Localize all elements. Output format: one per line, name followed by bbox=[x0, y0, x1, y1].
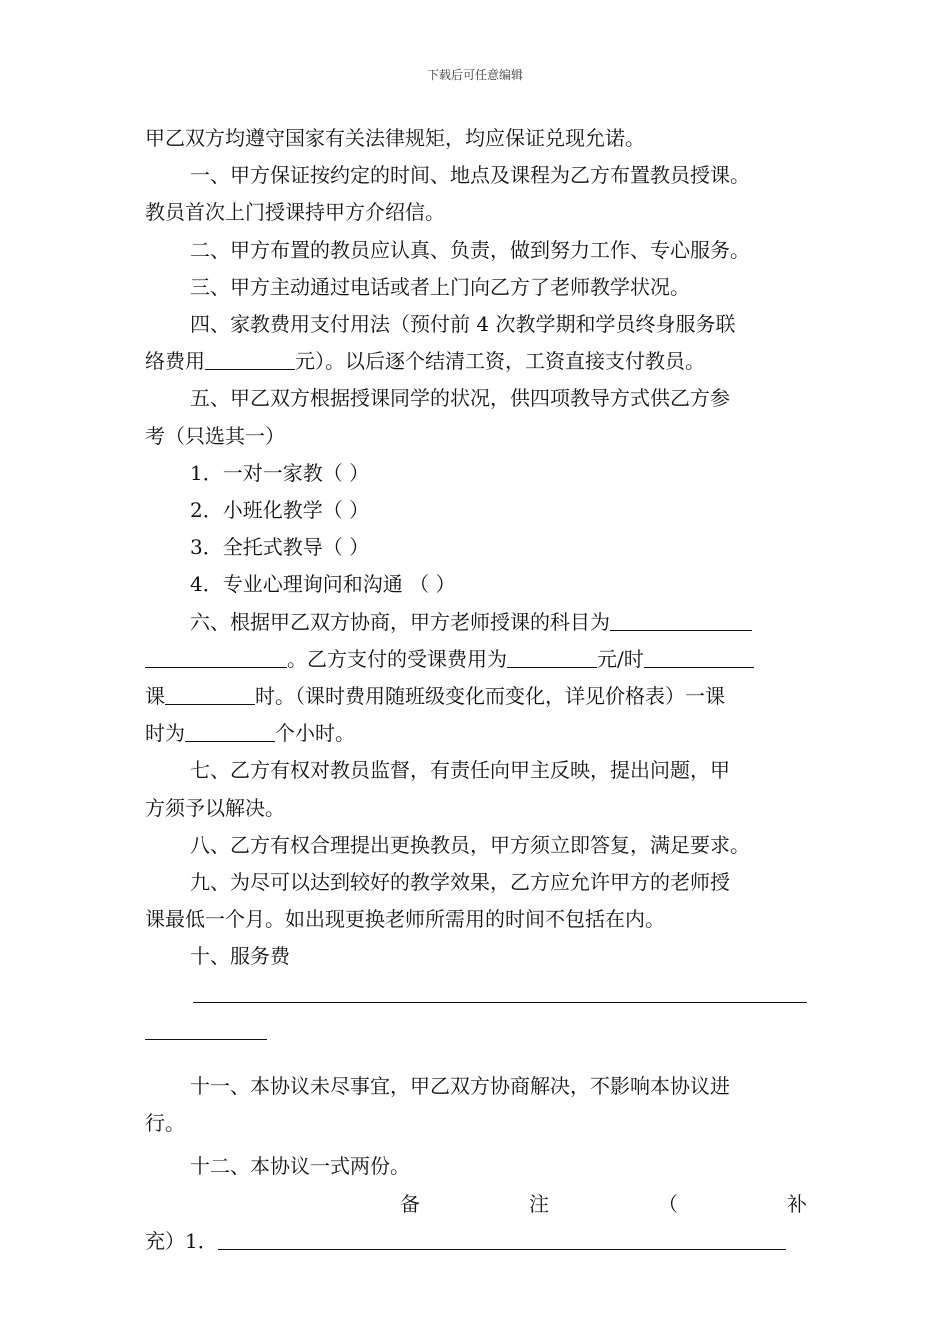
text-segment: 课 bbox=[145, 684, 165, 709]
paragraph-line bbox=[145, 641, 807, 678]
clause-9: 九、为尽可以达到较好的教学效果，乙方应允许甲方的老师授 bbox=[190, 870, 730, 895]
fill-blank[interactable] bbox=[145, 643, 287, 668]
option-4: 4．专业心理询问和沟通 （ ） bbox=[190, 572, 456, 597]
clause-11: 十一、本协议未尽事宜，甲乙双方协商解决，不影响本协议进 bbox=[190, 1074, 730, 1099]
remarks-heading bbox=[145, 1186, 807, 1223]
clause-5: 五、甲乙双方根据授课同学的状况，供四项教导方式供乙方参 bbox=[190, 386, 730, 411]
service-fee-line-cont bbox=[145, 1013, 807, 1050]
text-segment: 个小时。 bbox=[275, 721, 355, 746]
clause-1: 一、甲方保证按约定的时间、地点及课程为乙方布置教员授课。 bbox=[190, 163, 750, 188]
fill-blank[interactable] bbox=[205, 345, 295, 370]
fill-blank[interactable] bbox=[610, 606, 752, 631]
clause-10: 十、服务费 bbox=[190, 944, 290, 969]
fill-blank[interactable] bbox=[165, 680, 255, 705]
clause-6 bbox=[145, 604, 807, 641]
option-2: 2．小班化教学（ ） bbox=[190, 498, 370, 523]
text-segment: 。乙方支付的受课费用为 bbox=[287, 646, 507, 671]
fill-blank[interactable] bbox=[644, 643, 754, 668]
remarks-char: 备 bbox=[400, 1191, 420, 1216]
service-fee-line bbox=[145, 976, 807, 1013]
fill-blank[interactable] bbox=[218, 1225, 786, 1250]
clause-7: 七、乙方有权对教员监督，有责任向甲主反映，提出问题，甲 bbox=[190, 758, 730, 783]
remarks-line-1 bbox=[145, 1223, 807, 1260]
fill-blank[interactable] bbox=[193, 978, 807, 1003]
contract-body bbox=[145, 120, 807, 1260]
clause-3: 三、甲方主动通过电话或者上门向乙方了老师教学状况。 bbox=[190, 274, 690, 299]
paragraph-line: 甲乙双方均遵守国家有关法律规矩，均应保证兑现允诺。 bbox=[145, 126, 645, 150]
fill-blank[interactable] bbox=[185, 717, 275, 742]
clause-8: 八、乙方有权合理提出更换教员，甲方须立即答复，满足要求。 bbox=[190, 832, 750, 857]
clause-2: 二、甲方布置的教员应认真、负责，做到努力工作、专心服务。 bbox=[190, 237, 750, 262]
text-segment: 元/时 bbox=[597, 646, 644, 671]
paragraph-line bbox=[145, 343, 807, 380]
fill-blank[interactable] bbox=[145, 1015, 267, 1040]
text-segment: 六、根据甲乙双方协商，甲方老师授课的科目为 bbox=[190, 609, 610, 634]
remarks-char: 补 bbox=[787, 1191, 807, 1216]
paragraph-line: 方须予以解决。 bbox=[145, 795, 285, 820]
clause-4: 四、家教费用支付用法（预付前 4 次教学期和学员终身服务联 bbox=[190, 312, 736, 337]
paragraph-line: 教员首次上门授课持甲方介绍信。 bbox=[145, 200, 445, 225]
spacer bbox=[145, 1050, 807, 1068]
text-segment: 络费用 bbox=[145, 349, 205, 374]
remarks-char: （ bbox=[658, 1191, 678, 1216]
paragraph-line bbox=[145, 678, 807, 715]
text-segment: 时为 bbox=[145, 721, 185, 746]
text-segment: 充）1． bbox=[145, 1228, 218, 1253]
option-1: 1．一对一家教（ ） bbox=[190, 460, 370, 485]
paragraph-line: 课最低一个月。如出现更换老师所需用的时间不包括在内。 bbox=[145, 907, 665, 932]
remarks-char: 注 bbox=[529, 1191, 549, 1216]
page-header: 下载后可任意编辑 bbox=[426, 68, 523, 82]
fill-blank[interactable] bbox=[507, 643, 597, 668]
paragraph-line: 考（只选其一） bbox=[145, 423, 285, 448]
text-segment: 时。（课时费用随班级变化而变化，详见价格表）一课 bbox=[255, 684, 725, 709]
option-3: 3．全托式教导（ ） bbox=[190, 535, 370, 560]
paragraph-line: 行。 bbox=[145, 1111, 185, 1136]
clause-12: 十二、本协议一式两份。 bbox=[190, 1154, 410, 1179]
paragraph-line bbox=[145, 715, 807, 752]
text-segment: 元）。以后逐个结清工资，工资直接支付教员。 bbox=[295, 349, 705, 374]
